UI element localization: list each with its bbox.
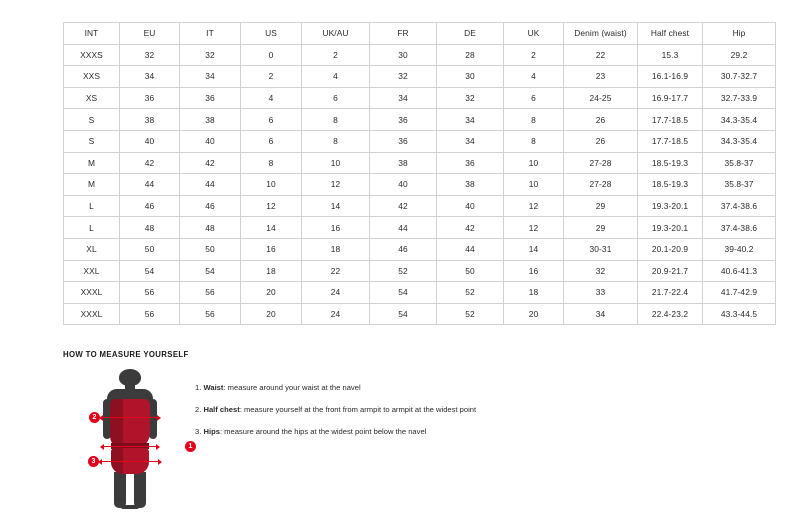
table-row [64,174,776,196]
measure-badge-1: 1 [185,441,196,452]
measure-step-term: Hips [203,427,220,437]
cell-eu: 50 [120,238,180,260]
cell-eu: 34 [120,66,180,88]
cell-half-chest: 17.7-18.5 [638,109,703,131]
measure-step-number: 3. [195,427,202,437]
mannequin-right-leg [134,472,146,508]
cell-hip: 41.7-42.9 [703,282,776,304]
cell-de: 36 [437,152,504,174]
cell-denim-waist: 24-25 [564,87,638,109]
cell-it: 40 [180,130,241,152]
cell-uk-au: 14 [302,195,370,217]
cell-uk: 8 [504,130,564,152]
table-header [64,23,776,45]
table-row [64,66,776,88]
size-table-container [63,22,758,325]
cell-uk-au: 18 [302,238,370,260]
cell-eu: 48 [120,217,180,239]
cell-fr: 36 [370,109,437,131]
cell-us: 6 [241,130,302,152]
cell-uk: 16 [504,260,564,282]
cell-half-chest: 19.3-20.1 [638,217,703,239]
cell-us: 12 [241,195,302,217]
table-row [64,130,776,152]
cell-uk: 10 [504,152,564,174]
mannequin-figure [97,369,163,509]
cell-half-chest: 22.4-23.2 [638,303,703,325]
cell-int: S [64,130,120,152]
cell-uk-au: 4 [302,66,370,88]
cell-hip: 32.7-33.9 [703,87,776,109]
column-header-int: INT [64,23,120,45]
cell-fr: 54 [370,282,437,304]
mannequin-torso-shadow [110,399,123,449]
cell-int: M [64,152,120,174]
cell-uk: 12 [504,217,564,239]
cell-eu: 56 [120,282,180,304]
cell-hip: 37.4-38.6 [703,217,776,239]
measure-step-term: Waist [203,383,224,392]
cell-uk: 20 [504,303,564,325]
cell-it: 42 [180,152,241,174]
measure-steps-list [195,369,476,449]
cell-uk: 18 [504,282,564,304]
cell-eu: 36 [120,87,180,109]
cell-de: 30 [437,66,504,88]
size-conversion-table [63,22,776,325]
cell-uk-au: 6 [302,87,370,109]
cell-us: 18 [241,260,302,282]
cell-denim-waist: 32 [564,260,638,282]
cell-uk: 12 [504,195,564,217]
column-header-us: US [241,23,302,45]
table-row [64,44,776,66]
mannequin-left-leg [114,472,126,508]
cell-denim-waist: 29 [564,217,638,239]
table-header-row [64,23,776,45]
cell-eu: 46 [120,195,180,217]
cell-eu: 32 [120,44,180,66]
how-to-measure-body [63,369,735,509]
cell-uk-au: 24 [302,303,370,325]
cell-it: 50 [180,238,241,260]
cell-int: XXXL [64,282,120,304]
column-header-half-chest: Half chest [638,23,703,45]
cell-hip: 29.2 [703,44,776,66]
cell-us: 20 [241,282,302,304]
cell-it: 48 [180,217,241,239]
cell-hip: 34.3-35.4 [703,109,776,131]
cell-denim-waist: 22 [564,44,638,66]
cell-us: 20 [241,303,302,325]
cell-int: M [64,174,120,196]
cell-int: XXS [64,66,120,88]
cell-half-chest: 18.5-19.3 [638,152,703,174]
cell-uk-au: 8 [302,109,370,131]
cell-int: XXXS [64,44,120,66]
cell-it: 46 [180,195,241,217]
measure-step-hips [195,427,476,436]
measure-badge-2: 2 [89,412,100,423]
cell-half-chest: 18.5-19.3 [638,174,703,196]
cell-denim-waist: 26 [564,130,638,152]
cell-uk-au: 8 [302,130,370,152]
cell-eu: 44 [120,174,180,196]
cell-de: 40 [437,195,504,217]
cell-fr: 40 [370,174,437,196]
cell-uk-au: 10 [302,152,370,174]
cell-us: 6 [241,109,302,131]
cell-us: 0 [241,44,302,66]
cell-int: XL [64,238,120,260]
cell-de: 52 [437,282,504,304]
cell-uk: 8 [504,109,564,131]
cell-de: 32 [437,87,504,109]
cell-de: 34 [437,130,504,152]
cell-hip: 39-40.2 [703,238,776,260]
cell-de: 42 [437,217,504,239]
measure-badge-3: 3 [88,456,99,467]
cell-hip: 34.3-35.4 [703,130,776,152]
cell-eu: 38 [120,109,180,131]
measure-step-waist [195,383,476,392]
cell-it: 56 [180,303,241,325]
measure-step-text: : measure around the hips at the widest point below the navel [219,427,427,437]
cell-hip: 30.7-32.7 [703,66,776,88]
table-row [64,152,776,174]
cell-half-chest: 16.9-17.7 [638,87,703,109]
cell-half-chest: 17.7-18.5 [638,130,703,152]
measure-step-number: 1. [195,383,202,392]
cell-eu: 40 [120,130,180,152]
cell-it: 38 [180,109,241,131]
hip-measure-arrow-icon [102,461,158,462]
cell-us: 2 [241,66,302,88]
mannequin-stand [121,505,139,509]
cell-uk-au: 12 [302,174,370,196]
measure-step-text: : measure yourself at the front from armpit to armpit at the widest point [239,405,477,415]
cell-it: 36 [180,87,241,109]
cell-fr: 46 [370,238,437,260]
cell-denim-waist: 34 [564,303,638,325]
cell-uk: 10 [504,174,564,196]
cell-hip: 35.8-37 [703,174,776,196]
table-body [64,44,776,325]
cell-hip: 37.4-38.6 [703,195,776,217]
table-row [64,87,776,109]
cell-de: 28 [437,44,504,66]
cell-it: 54 [180,260,241,282]
cell-fr: 36 [370,130,437,152]
measure-step-term: Half chest [203,405,240,415]
cell-fr: 38 [370,152,437,174]
cell-int: XXL [64,260,120,282]
column-header-hip: Hip [703,23,776,45]
column-header-denim-waist: Denim (waist) [564,23,638,45]
cell-fr: 42 [370,195,437,217]
column-header-uk-au: UK/AU [302,23,370,45]
cell-us: 16 [241,238,302,260]
cell-fr: 32 [370,66,437,88]
cell-half-chest: 20.9-21.7 [638,260,703,282]
cell-uk-au: 16 [302,217,370,239]
cell-eu: 54 [120,260,180,282]
column-header-eu: EU [120,23,180,45]
cell-half-chest: 15.3 [638,44,703,66]
cell-de: 38 [437,174,504,196]
cell-uk-au: 2 [302,44,370,66]
cell-half-chest: 19.3-20.1 [638,195,703,217]
column-header-de: DE [437,23,504,45]
cell-us: 8 [241,152,302,174]
measure-step-text: : measure around your waist at the navel [223,383,361,392]
cell-int: XS [64,87,120,109]
mannequin-right-arm [149,399,157,439]
cell-de: 52 [437,303,504,325]
cell-fr: 52 [370,260,437,282]
cell-us: 4 [241,87,302,109]
cell-it: 32 [180,44,241,66]
cell-it: 44 [180,174,241,196]
column-header-uk: UK [504,23,564,45]
cell-de: 50 [437,260,504,282]
cell-int: L [64,195,120,217]
cell-denim-waist: 23 [564,66,638,88]
table-row [64,260,776,282]
cell-denim-waist: 30-31 [564,238,638,260]
measure-step-number: 2. [195,405,202,415]
mannequin-illustration-container [63,369,193,509]
table-row [64,238,776,260]
cell-us: 10 [241,174,302,196]
table-row [64,303,776,325]
cell-denim-waist: 27-28 [564,174,638,196]
cell-denim-waist: 26 [564,109,638,131]
table-row [64,217,776,239]
cell-uk-au: 22 [302,260,370,282]
cell-fr: 54 [370,303,437,325]
cell-fr: 44 [370,217,437,239]
cell-it: 34 [180,66,241,88]
cell-uk-au: 24 [302,282,370,304]
cell-fr: 34 [370,87,437,109]
cell-int: S [64,109,120,131]
cell-int: XXXL [64,303,120,325]
cell-uk: 4 [504,66,564,88]
cell-uk: 2 [504,44,564,66]
measure-step-half-chest [195,405,476,414]
cell-hip: 43.3-44.5 [703,303,776,325]
cell-uk: 14 [504,238,564,260]
cell-denim-waist: 29 [564,195,638,217]
cell-de: 34 [437,109,504,131]
cell-eu: 56 [120,303,180,325]
waist-measure-arrow-icon [104,446,156,447]
cell-hip: 35.8-37 [703,152,776,174]
cell-uk: 6 [504,87,564,109]
cell-half-chest: 20.1-20.9 [638,238,703,260]
column-header-it: IT [180,23,241,45]
cell-de: 44 [437,238,504,260]
half-chest-measure-arrow-icon [103,417,157,418]
cell-half-chest: 16.1-16.9 [638,66,703,88]
cell-fr: 30 [370,44,437,66]
cell-hip: 40.6-41.3 [703,260,776,282]
table-row [64,282,776,304]
column-header-fr: FR [370,23,437,45]
how-to-measure-section [63,350,735,509]
cell-eu: 42 [120,152,180,174]
cell-int: L [64,217,120,239]
table-row [64,195,776,217]
cell-denim-waist: 33 [564,282,638,304]
cell-half-chest: 21.7-22.4 [638,282,703,304]
how-to-measure-title: HOW TO MEASURE YOURSELF [63,350,189,359]
cell-us: 14 [241,217,302,239]
cell-it: 56 [180,282,241,304]
cell-denim-waist: 27-28 [564,152,638,174]
table-row [64,109,776,131]
